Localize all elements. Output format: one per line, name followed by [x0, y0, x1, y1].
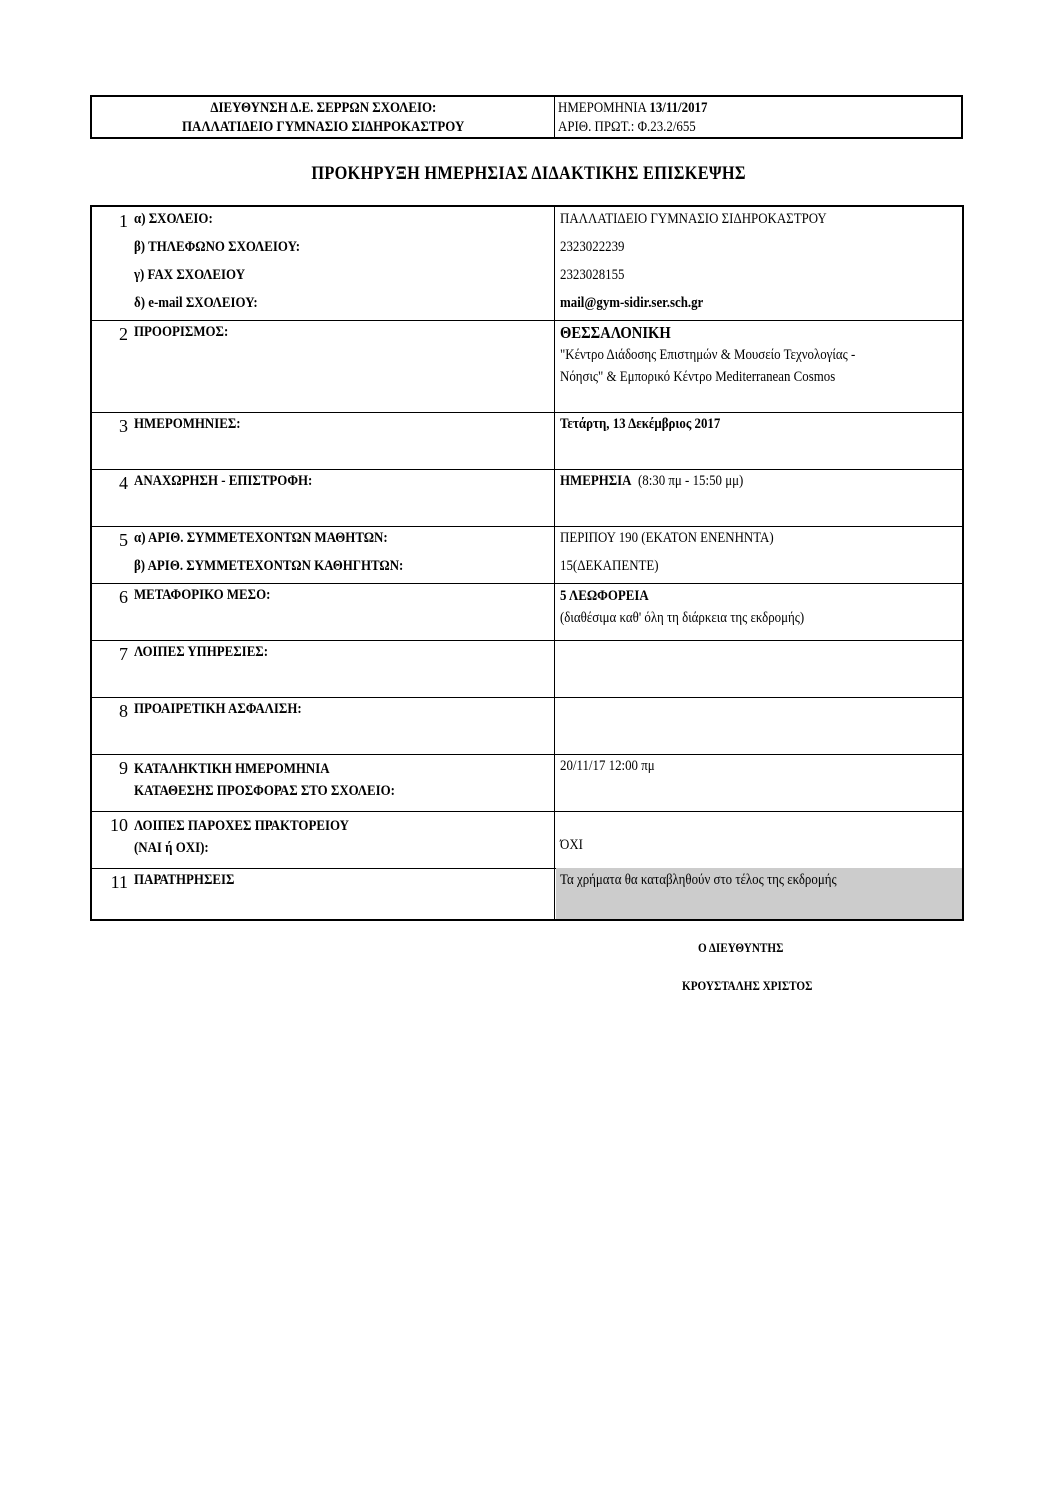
row-number: 5: [119, 530, 128, 550]
value-dates: Τετάρτη, 13 Δεκέμβριος 2017: [560, 416, 721, 432]
label-students: α) ΑΡΙΘ. ΣΥΜΜΕΤΕΧΟΝΤΩΝ ΜΑΘΗΤΩΝ:: [134, 530, 388, 546]
row-transport: [92, 583, 962, 641]
label-school: α) ΣΧΟΛΕΙΟ:: [134, 211, 213, 227]
row-destination: [92, 320, 962, 413]
row-school: [92, 207, 962, 321]
row-number: 4: [119, 473, 128, 493]
row-number: 10: [110, 815, 128, 835]
label-destination: ΠΡΟΟΡΙΣΜΟΣ:: [134, 324, 229, 340]
label-deadline-line1: ΚΑΤΑΛΗΚΤΙΚΗ ΗΜΕΡΟΜΗΝΙΑ: [134, 761, 330, 777]
row-number: 11: [110, 872, 128, 892]
row-number: 6: [119, 587, 128, 607]
value-trip-hours: (8:30 πμ - 15:50 μμ): [637, 473, 744, 489]
value-phone: 2323022239: [560, 239, 625, 255]
header-date-value: 13/11/2017: [649, 100, 708, 116]
header-directorate: ΔΙΕΥΘΥΝΣΗ Δ.Ε. ΣΕΡΡΩΝ ΣΧΟΛΕΙΟ:: [210, 100, 436, 116]
value-destination-city: ΘΕΣΣΑΛΟΝΙΚΗ: [560, 323, 671, 342]
value-transport-note: (διαθέσιμα καθ' όλη τη διάρκεια της εκδρομής): [560, 610, 805, 626]
label-agency-extras-line2: (ΝΑΙ ή ΟΧΙ):: [134, 840, 209, 856]
row-dates: [92, 412, 962, 470]
label-teachers: β) ΑΡΙΘ. ΣΥΜΜΕΤΕΧΟΝΤΩΝ ΚΑΘΗΓΗΤΩΝ:: [134, 558, 404, 574]
row-deadline: [92, 754, 962, 812]
row-number: 8: [119, 701, 128, 721]
label-dates: ΗΜΕΡΟΜΗΝΙΕΣ:: [134, 416, 241, 432]
header-date-label: ΗΜΕΡΟΜΗΝΙΑ: [558, 100, 647, 116]
header-doc-info: [558, 97, 961, 139]
value-agency-extras: ΌΧΙ: [560, 837, 583, 853]
value-email: mail@gym-sidir.ser.sch.gr: [560, 295, 704, 311]
label-fax: γ) FAX ΣΧΟΛΕΙΟΥ: [134, 267, 246, 283]
header-protocol: ΑΡΙΘ. ΠΡΩΤ.: Φ.23.2/655: [558, 119, 696, 135]
header-school-name: ΠΑΛΛΑΤΙΔΕΙΟ ΓΥΜΝΑΣΙΟ ΣΙΔΗΡΟΚΑΣΤΡΟΥ: [181, 119, 465, 135]
value-school: ΠΑΛΛΑΤΙΔΕΙΟ ΓΥΜΝΑΣΙΟ ΣΙΔΗΡΟΚΑΣΤΡΟΥ: [560, 211, 827, 227]
form-table: [90, 205, 964, 921]
label-remarks: ΠΑΡΑΤΗΡΗΣΕΙΣ: [134, 872, 235, 888]
value-fax: 2323028155: [560, 267, 625, 283]
value-students: ΠΕΡΙΠΟΥ 190 (ΕΚΑΤΟΝ ΕΝΕΝΗΝΤΑ): [560, 530, 774, 546]
value-transport: 5 ΛΕΩΦΟΡΕΙΑ: [560, 588, 649, 604]
signature-name: ΚΡΟΥΣΤΑΛΗΣ ΧΡΙΣΤΟΣ: [682, 978, 813, 993]
row-other-services: [92, 640, 962, 698]
value-teachers: 15(ΔΕΚΑΠΕΝΤΕ): [560, 558, 659, 574]
header-box: [90, 95, 963, 139]
value-destination-line1: "Κέντρο Διάδοσης Επιστημών & Μουσείο Τεχνολογίας -: [560, 347, 856, 363]
row-number: 3: [119, 416, 128, 436]
value-destination-line2: Νόησις" & Εμπορικό Κέντρο Mediterranean Cosmos: [560, 369, 836, 385]
page-title: ΠΡΟΚΗΡΥΞΗ ΗΜΕΡΗΣΙΑΣ ΔΙΔΑΚΤΙΚΗΣ ΕΠΙΣΚΕΨΗΣ: [311, 163, 747, 184]
row-agency-extras: [92, 811, 962, 869]
value-remarks: Τα χρήματα θα καταβληθούν στο τέλος της εκδρομής: [560, 872, 837, 888]
row-remarks: [92, 868, 962, 919]
value-trip-type: ΗΜΕΡΗΣΙΑ: [560, 473, 632, 489]
row-departure-return: [92, 469, 962, 527]
header-school-info: [92, 97, 555, 137]
label-deadline-line2: ΚΑΤΑΘΕΣΗΣ ΠΡΟΣΦΟΡΑΣ ΣΤΟ ΣΧΟΛΕΙΟ:: [134, 783, 395, 799]
label-transport: ΜΕΤΑΦΟΡΙΚΟ ΜΕΣΟ:: [134, 587, 271, 603]
label-departure-return: ΑΝΑΧΩΡΗΣΗ - ΕΠΙΣΤΡΟΦΗ:: [134, 473, 313, 489]
row-participants: [92, 526, 962, 584]
label-other-services: ΛΟΙΠΕΣ ΥΠΗΡΕΣΙΕΣ:: [134, 644, 269, 660]
label-insurance: ΠΡΟΑΙΡΕΤΙΚΗ ΑΣΦΑΛΙΣΗ:: [134, 701, 302, 717]
signature-role: Ο ΔΙΕΥΘΥΝΤΗΣ: [698, 940, 784, 955]
row-number: 1: [119, 211, 128, 231]
label-email: δ) e-mail ΣΧΟΛΕΙΟΥ:: [134, 295, 258, 311]
row-number: 7: [119, 644, 128, 664]
row-number: 9: [119, 758, 128, 778]
label-phone: β) ΤΗΛΕΦΩΝΟ ΣΧΟΛΕΙΟΥ:: [134, 239, 301, 255]
row-number: 2: [119, 324, 128, 344]
row-insurance: [92, 697, 962, 755]
label-agency-extras-line1: ΛΟΙΠΕΣ ΠΑΡΟΧΕΣ ΠΡΑΚΤΟΡΕΙΟΥ: [134, 818, 349, 834]
value-deadline: 20/11/17 12:00 πμ: [560, 758, 655, 774]
